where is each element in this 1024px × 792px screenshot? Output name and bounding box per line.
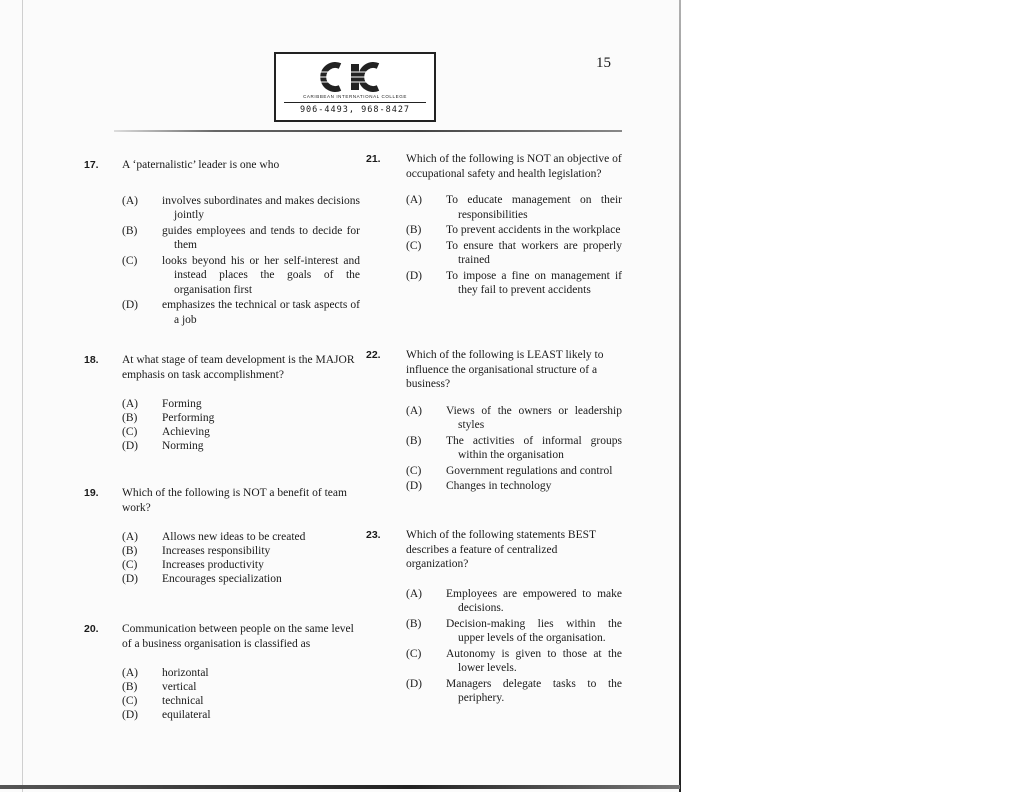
option-label: (D) [406,480,422,492]
question-stem: A ‘paternalistic’ leader is one who [122,159,280,171]
option-text: Government regulations and control [446,464,613,477]
question-number: 19. [84,487,99,499]
header-rule [114,130,622,132]
option-text: vertical [162,681,197,693]
option-label: (B) [122,681,138,693]
question-stem: Which of the following is LEAST likely to influence the organisational structure of a business? [406,349,604,390]
question-18 [122,353,360,453]
option-text: Norming [162,440,204,452]
question-number: 20. [84,623,99,635]
option [122,194,360,223]
option-label: (C) [122,254,138,267]
option-label: (D) [406,269,422,282]
option [406,464,622,479]
option [122,680,360,694]
option-label: (B) [406,617,422,630]
option-label: (B) [122,224,138,237]
page-left-edge [22,0,23,792]
option-label: (B) [406,224,422,236]
option [122,298,360,327]
option-text: To educate management on their responsibilities [446,194,622,221]
college-logo [274,52,436,122]
option-text: Performing [162,412,215,424]
option-label: (A) [122,398,138,410]
option-text: Encourages specialization [162,573,282,585]
option-text: Managers delegate tasks to the periphery. [446,677,622,704]
option-label: (A) [122,194,138,207]
question-20 [122,622,360,722]
option-label: (C) [406,464,422,477]
option [406,223,622,238]
option-text: Views of the owners or leadership styles [446,404,622,431]
option-label: (C) [122,695,138,707]
option-text: technical [162,695,204,707]
question-stem: Communication between people on the same level of a business organisation is classified as [122,623,354,650]
option-label: (C) [406,239,422,252]
option-text: Decision-making lies within the upper levels of the organisation. [446,617,622,644]
question-stem: At what stage of team development is the MAJOR emphasis on task accomplishment? [122,354,355,381]
option-label: (A) [406,404,422,417]
option-label: (D) [122,709,138,721]
option [406,587,622,616]
option [122,558,360,572]
option-text: Increases responsibility [162,545,271,557]
option-label: (A) [406,587,422,600]
option [122,397,360,411]
option-label: (D) [122,573,138,585]
option-text: To prevent accidents in the workplace [446,224,621,236]
question-number: 18. [84,354,99,366]
college-name: CARIBBEAN INTERNATIONAL COLLEGE [303,94,407,99]
option-text: Increases productivity [162,559,264,571]
option-label: (B) [122,545,138,557]
option [406,647,622,676]
option [122,254,360,298]
question-number: 21. [366,153,381,165]
option [406,677,622,706]
question-number: 23. [366,529,381,541]
option-text: The activities of informal groups within the organisation [446,434,622,461]
option [122,666,360,680]
option [122,708,360,722]
option [122,544,360,558]
option [406,193,622,222]
question-stem: Which of the following is NOT a benefit of team work? [122,487,347,514]
option [406,617,622,646]
option-text: Autonomy is given to those at the lower levels. [446,647,622,674]
option-text: Changes in technology [446,480,552,492]
option [406,269,622,298]
option [122,411,360,425]
question-number: 22. [366,349,381,361]
option [122,224,360,253]
option-label: (D) [406,677,422,690]
option [122,572,360,586]
question-stem: Which of the following statements BEST describes a feature of centralized organization? [406,529,596,570]
question-number: 17. [84,159,99,171]
page-right-edge [679,0,681,792]
option-text: guides employees and tends to decide for them [162,224,360,251]
option [406,404,622,433]
question-17 [122,158,360,328]
question-21 [406,152,622,299]
option-label: (D) [122,299,138,311]
option-text: involves subordinates and makes decisions jointly [162,194,360,221]
option [406,479,622,494]
option-label: (A) [406,194,422,206]
cic-logo-icon [318,60,392,94]
option-text: Employees are empowered to make decisions. [446,587,622,614]
option [122,530,360,544]
option-label: (B) [122,412,138,424]
question-22 [406,348,622,495]
option-label: (C) [122,559,138,571]
question-19 [122,486,360,586]
option-label: (B) [406,434,422,447]
option [122,425,360,439]
option [406,434,622,463]
page-number: 15 [596,55,611,71]
option-text: horizontal [162,667,209,679]
option-text: To ensure that workers are properly trained [446,239,622,266]
page-bottom-edge [0,785,680,789]
option [406,239,622,268]
option-label: (A) [122,531,138,543]
option [122,694,360,708]
option-text: To impose a fine on management if they fail to prevent accidents [446,269,622,296]
option-label: (D) [122,440,138,452]
question-stem: Which of the following is NOT an objective of occupational safety and health legislation? [406,153,622,180]
option [122,439,360,453]
question-23 [406,528,622,707]
option-text: emphasizes the technical or task aspects of a job [162,299,360,326]
option-label: (C) [406,647,422,660]
option-label: (A) [122,667,138,679]
option-text: Allows new ideas to be created [162,531,306,543]
college-phones: 906-4493, 968-8427 [284,102,426,115]
option-text: Forming [162,398,202,410]
option-text: Achieving [162,426,210,438]
option-label: (C) [122,426,138,438]
option-text: looks beyond his or her self-interest and instead places the goals of the organisation first [162,254,360,296]
option-text: equilateral [162,709,211,721]
